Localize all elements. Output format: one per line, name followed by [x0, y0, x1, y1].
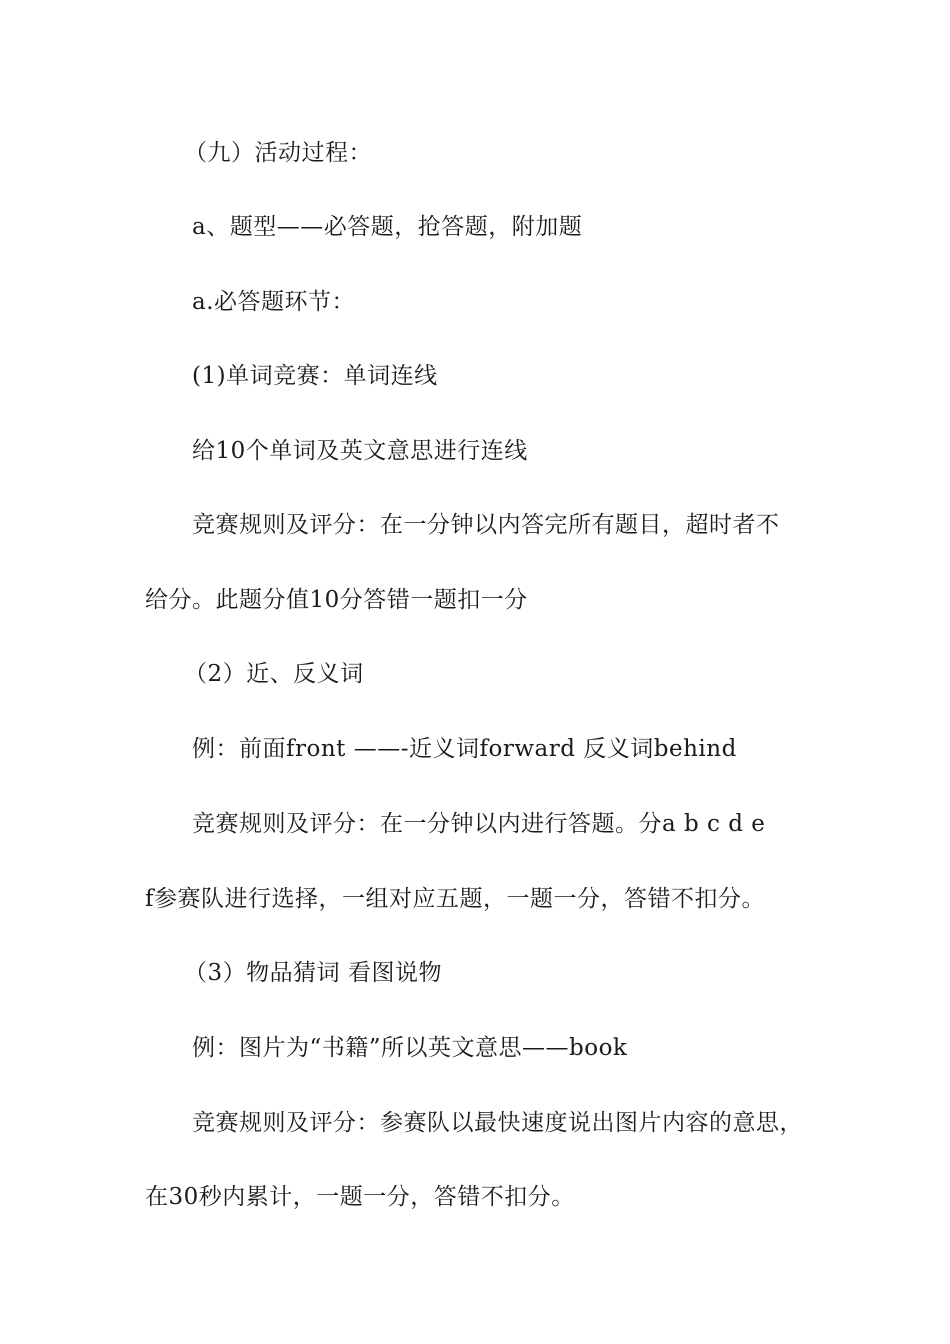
synonym-antonym-rules-line-1: 竞赛规则及评分：在一分钟以内进行答题。分a b c d e — [192, 811, 766, 837]
picture-guess-rules-line-1: 竞赛规则及评分：参赛队以最快速度说出图片内容的意思， — [192, 1110, 803, 1136]
synonym-antonym-heading: （2）近、反义词 — [184, 661, 364, 687]
picture-guess-example: 例：图片为“书籍”所以英文意思——book — [192, 1035, 628, 1061]
synonym-antonym-example: 例：前面front ——-近义词forward 反义词behind — [192, 736, 737, 762]
word-contest-rules-line-2: 给分。此题分值10分答错一题扣一分 — [145, 587, 528, 613]
word-contest-heading: (1)单词竞赛：单词连线 — [192, 363, 438, 389]
required-questions-heading: a.必答题环节： — [192, 289, 356, 315]
word-contest-rules-line-1: 竞赛规则及评分：在一分钟以内答完所有题目，超时者不 — [192, 512, 780, 538]
section-heading-activity-process: （九）活动过程： — [184, 140, 372, 166]
synonym-antonym-rules-line-2: f参赛队进行选择，一组对应五题，一题一分，答错不扣分。 — [145, 886, 766, 912]
question-types-line: a、题型——必答题，抢答题，附加题 — [192, 214, 583, 240]
picture-guess-heading: （3）物品猜词 看图说物 — [184, 960, 442, 986]
word-contest-description: 给10个单词及英文意思进行连线 — [192, 438, 528, 464]
picture-guess-rules-line-2: 在30秒内累计，一题一分，答错不扣分。 — [145, 1184, 575, 1210]
